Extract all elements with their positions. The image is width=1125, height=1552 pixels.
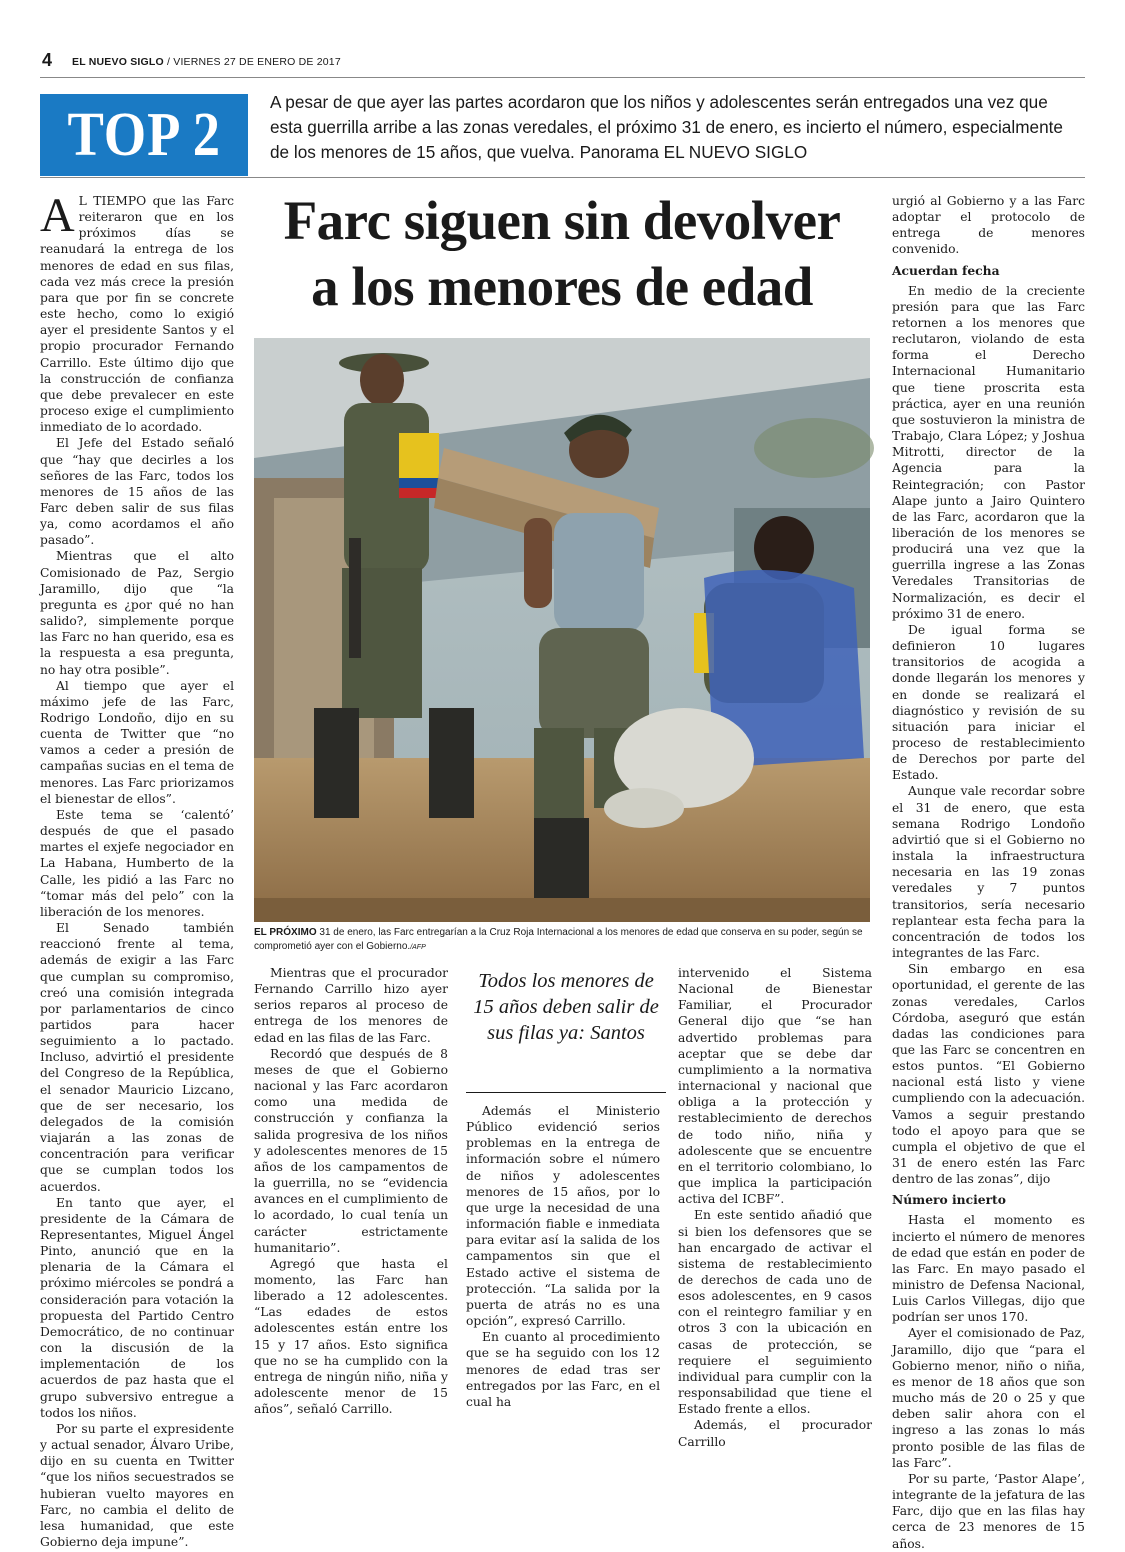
- page-number: 4: [42, 50, 53, 70]
- paragraph-text: L TIEMPO que las Farc reiteraron que en los próximos días se reanudará la entrega de los menores de edad en sus filas, cada vez más crece la presión para que por fin se concrete este hecho, como lo exigió ayer el presidente Santos y el propio procurador Fernando Carrillo. Este último dijo que la construcción de confianza que debe prevalecer en este proceso exige el cumplimiento inmediato de lo acordado.: [40, 194, 234, 435]
- headline-line-1: Farc siguen sin devolver: [283, 190, 841, 251]
- news-photo: [254, 338, 870, 922]
- issue-date: / VIERNES 27 DE ENERO DE 2017: [167, 56, 341, 68]
- article-column-5: [892, 193, 1085, 1552]
- paragraph: En este sentido añadió que si bien los defensores que se han encargado de activar el sistema de restablecimiento de derechos de cada uno de esos adolescentes, en 9 casos con el reintegro familiar y en otros 3 con la ubicación en casas de protección, se requiere el seguimiento individual para cumplir con la responsabilidad que tiene el Estado frente a ellos.: [678, 1208, 872, 1417]
- paragraph: Recordó que después de 8 meses de que el Gobierno nacional y las Farc acordaron como una medida de construcción y confianza la salida progresiva de los niños y adolescentes menores de 15 años de los campamentos de la guerrilla, no se “evidencia avances en el cumplimiento de lo acordado, lo cual tenía un carácter estrictamente humanitario”.: [254, 1046, 448, 1255]
- headline-line-2: a los menores de edad: [311, 256, 813, 317]
- paragraph: Mientras que el alto Comisionado de Paz, Sergio Jaramillo, dijo que “la pregunta es ¿por qué no han salido?, simplemente porque las Farc no han querido, esa es la respuesta a esa pregunta, no hay otra posible”.: [40, 549, 234, 677]
- headline: [254, 188, 870, 320]
- article-column-2: [254, 965, 448, 1417]
- lead-rule: [40, 177, 1085, 178]
- paragraph: El Jefe del Estado señaló que “hay que decirles a los señores de las Farc, todos los menores de 15 años de las Farc deben salir de sus filas ya, como acordamos el año pasado”.: [40, 436, 234, 548]
- paragraph: Aunque vale recordar sobre el 31 de enero, que esta semana Rodrigo Londoño advirtió que si el Gobierno no instala la infraestructura necesaria en las 19 zonas veredales y 7 puntos transitorios, sería necesario replantear esta fecha para la concentración de todos los integrantes de las Farc.: [892, 784, 1085, 961]
- paragraph: [40, 189, 234, 435]
- paragraph: En medio de la creciente presión para que las Farc retornen a los menores que reclutaron, violando de esta forma el Derecho Internacional Humanitario que tiene proscrita esta práctica, ayer en una reunión que sostuvieron la ministra de Trabajo, Clara López; y Joshua Mitrotti, director de la Agencia para la Reintegración; con Pastor Alape junto a Jairo Quintero de las Farc, acordaron que la liberación de los menores se producirá una vez que la guerrilla ingrese a las Zonas Veredales Transitorias de Normalización, es decir el próximo 31 de enero.: [892, 283, 1085, 621]
- photo-illustration: [254, 338, 870, 922]
- paragraph: Además, el procurador Carrillo: [678, 1418, 872, 1449]
- paragraph: Mientras que el procurador Fernando Carrillo hizo ayer serios reparos al proceso de entrega de los menores de edad en las filas de las Farc.: [254, 966, 448, 1045]
- paragraph: Hasta el momento es incierto el número de menores de edad que están en poder de las Farc. En mayo pasado el ministro de Defensa Nacional, Luis Carlos Villegas, dijo que podrían ser unos 170.: [892, 1213, 1085, 1325]
- masthead: [72, 56, 341, 68]
- paragraph: urgió al Gobierno y a las Farc adoptar el protocolo de entrega de menores convenido.: [892, 194, 1085, 257]
- publication-name: EL NUEVO SIGLO: [72, 56, 164, 68]
- pull-quote-rule: [466, 1092, 666, 1093]
- paragraph: Sin embargo en esa oportunidad, el gerente de las zonas veredales, Carlos Córdoba, aseguró que están dadas las condiciones para que las Farc se concentren en estos puntos. “El Gobierno nacional está listo y viene cumpliendo con la adecuación. Vamos a seguir prestando todo el apoyo para que se cumpla el objetivo de que el 31 de enero estén las Farc dentro de las zonas”, dijo: [892, 962, 1085, 1187]
- paragraph: intervenido el Sistema Nacional de Bienestar Familiar, el Procurador General dijo que “se han advertido problemas para aceptar que se debe dar cumplimiento a la normativa internacional y nacional que obliga a la protección y restablecimiento de derechos de todo niño, niña y adolescente que se encuentre en el territorio colombiano, lo que implica la participación activa del ICBF”.: [678, 966, 872, 1207]
- subheading-acuerdan-fecha: Acuerdan fecha: [892, 262, 1000, 278]
- subheading-numero-incierto: Número incierto: [892, 1192, 1006, 1208]
- paragraph: En cuanto al procedimiento que se ha seguido con los 12 menores de edad tras ser entregados por las Farc, en el cual ha: [466, 1330, 660, 1409]
- header-rule: [40, 77, 1085, 78]
- paragraph: De igual forma se definieron 10 lugares transitorios de acogida a donde llegarán los menores y en donde se realizará el diagnóstico y revisión de su situación para iniciar el proceso de restablecimiento de Derechos por parte del Estado.: [892, 622, 1085, 783]
- section-label-box: [40, 94, 248, 176]
- section-lead: A pesar de que ayer las partes acordaron que los niños y adolescentes serán entregados una vez que esta guerrilla arribe a las zonas veredales, el próximo 31 de enero, es incierto el número, especialmente de los menores de 15 años, que vuelva. Panorama EL NUEVO SIGLO: [270, 92, 1063, 162]
- caption-lead: EL PRÓXIMO: [254, 927, 317, 938]
- paragraph: Por su parte el expresidente y actual senador, Álvaro Uribe, dijo en su cuenta en Twitter “que los niños secuestrados se hubieran vuelto mayores en Farc, no cambia el delito de lesa humanidad, que este Gobierno deja impune”.: [40, 1421, 234, 1549]
- photo-caption: [254, 926, 870, 955]
- paragraph: Agregó que hasta el momento, las Farc han liberado a 12 adolescentes. “Las edades de estos adolescentes están entre los 15 y 17 años. Esto significa que no se ha cumplido con la entrega de ningún niño, niña y adolescente menor de 15 años”, señaló Carrillo.: [254, 1256, 448, 1417]
- article-column-4: [678, 965, 872, 1450]
- photo-credit: /AFP: [410, 944, 426, 951]
- drop-cap: A: [40, 189, 75, 242]
- pull-quote: [466, 968, 666, 1046]
- article-column-3: [466, 1103, 660, 1410]
- paragraph: Este tema se ‘calentó’ después de que el pasado martes el exjefe negociador en La Habana, Humberto de la Calle, les pidió a las Farc no “tomar más del pelo” con la liberación de los menores.: [40, 807, 234, 919]
- paragraph: El Senado también reaccionó frente al tema, además de exigir a las Farc que cumplan su compromiso, creó una comisión integrada por parlamentarios de cinco partidos para hacer seguimiento a lo pactado. Incluso, advirtió el presidente del Congreso de la República, el senador Mauricio Lizcano, que de ser necesario, los delegados de la comisión viajarán a las zonas de concentración para verificar que se cumplan todos los acuerdos.: [40, 921, 234, 1194]
- paragraph: En tanto que ayer, el presidente de la Cámara de Representantes, Miguel Ángel Pinto, anunció que en la plenaria de la Cámara el próximo miércoles se pondrá a consideración para votación la propuesta del Partido Centro Democrático, de no continuar con la discusión de la implementación de los acuerdos de paz hasta que el grupo subversivo entregue a todos los niños.: [40, 1195, 234, 1420]
- paragraph: Ayer el comisionado de Paz, Jaramillo, dijo que “para el Gobierno menor, niño o niña, es menor de 18 años que son mucho más de 20 o 25 y que deben salir ahora con el ingreso a las zonas lo más pronto posible de las filas de las Farc”.: [892, 1326, 1085, 1470]
- caption-text: 31 de enero, las Farc entregarían a la Cruz Roja Internacional a los menores de edad que conserva en su poder, según se comprometió ayer con el Gobierno.: [254, 927, 863, 952]
- paragraph: Además el Ministerio Público evidenció serios problemas en la entrega de información sobre el número de niños y adolescentes menores de 15 años, por lo que urge la necesidad de una información fiable e inmediata para evitar así la salida de los campamentos sin que el Estado active el sistema de protección. “La salida por la puerta de atrás no es una opción”, expresó Carrillo.: [466, 1104, 660, 1329]
- paragraph: Al tiempo que ayer el máximo jefe de las Farc, Rodrigo Londoño, dijo en su cuenta de Twitter que “no vamos a ceder a presión de campañas sucias en el tema de menores. Las Farc priorizamos el bienestar de ellos”.: [40, 678, 234, 806]
- article-column-1: [40, 189, 234, 1550]
- section-label: TOP 2: [67, 100, 221, 169]
- paragraph: Por su parte, ‘Pastor Alape’, integrante de la jefatura de las Farc, dijo que en las filas hay cerca de 23 menores de 15 años.: [892, 1471, 1086, 1551]
- pull-quote-text: Todos los menores de 15 años deben salir de sus filas ya: Santos: [473, 970, 659, 1044]
